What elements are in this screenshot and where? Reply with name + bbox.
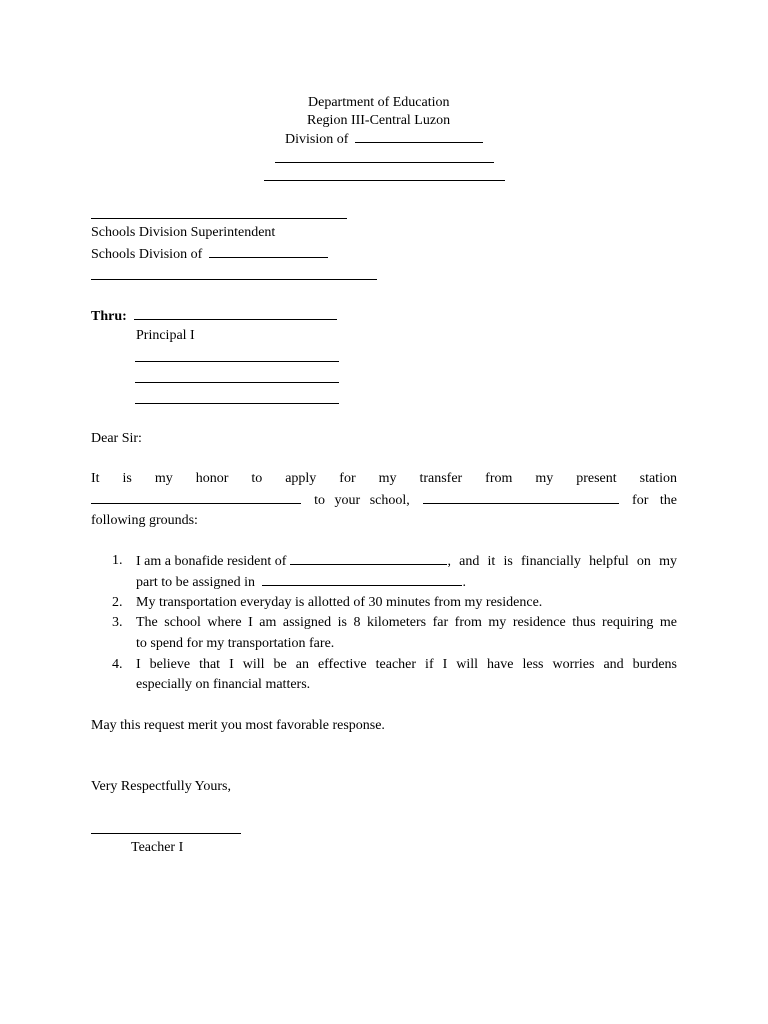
signatory-title: Teacher I bbox=[131, 840, 184, 855]
assignment-blank bbox=[262, 573, 462, 586]
division-blank bbox=[355, 130, 483, 143]
ground-1-text-b: , and it is financially helpful on my bbox=[447, 554, 677, 569]
ground-1-text-a: I am a bonafide resident of bbox=[136, 554, 287, 569]
intro-word: present bbox=[576, 471, 617, 486]
intro-line-1 bbox=[91, 470, 677, 488]
intro-word: station bbox=[639, 471, 677, 486]
ground-1-line-2 bbox=[136, 573, 466, 592]
present-station-blank bbox=[91, 491, 301, 504]
ground-3-line-1: The school where I am assigned is 8 kilometers far from my residence thus requiring me bbox=[136, 615, 677, 630]
intro-line-2 bbox=[91, 491, 677, 510]
addressee-title: Schools Division Superintendent bbox=[91, 225, 276, 240]
closing-request: May this request merit you most favorable response. bbox=[91, 718, 385, 733]
thru-line bbox=[91, 307, 337, 326]
intro-word: It bbox=[91, 471, 100, 486]
intro-word: is bbox=[122, 471, 132, 486]
header-department: Department of Education bbox=[308, 95, 450, 110]
thru-blank-line-1 bbox=[135, 361, 339, 362]
intro-word: my bbox=[535, 471, 554, 486]
thru-blank-line-3 bbox=[135, 403, 339, 404]
complimentary-close: Very Respectfully Yours, bbox=[91, 779, 231, 794]
ground-2-num: 2. bbox=[112, 595, 123, 610]
school-name-blank bbox=[423, 491, 619, 504]
ground-2-text: My transportation everyday is allotted of 30 minutes from my residence. bbox=[136, 595, 543, 610]
intro-for-the: for the bbox=[632, 493, 677, 508]
header-blank-line-1 bbox=[275, 162, 494, 163]
addressee-address-line bbox=[91, 279, 377, 280]
ground-1-num: 1. bbox=[112, 553, 123, 568]
intro-word: from bbox=[485, 471, 513, 486]
intro-to-your-school: to your school, bbox=[314, 493, 410, 508]
residence-blank bbox=[290, 552, 447, 565]
header-region: Region III-Central Luzon bbox=[307, 113, 451, 128]
addressee-division-blank bbox=[209, 245, 328, 258]
addressee-division-label: Schools Division of bbox=[91, 247, 203, 262]
thru-label: Thru: bbox=[91, 309, 127, 324]
ground-4-num: 4. bbox=[112, 657, 123, 672]
intro-word: transfer bbox=[419, 471, 463, 486]
intro-word: apply bbox=[285, 471, 317, 486]
header-blank-line-2 bbox=[264, 180, 505, 181]
signature-line bbox=[91, 833, 241, 834]
ground-3-line-2: to spend for my transportation fare. bbox=[136, 636, 335, 651]
intro-line-3: following grounds: bbox=[91, 513, 198, 528]
header-division bbox=[285, 130, 483, 149]
ground-1-text-d: . bbox=[462, 575, 466, 590]
thru-position: Principal I bbox=[136, 328, 195, 343]
thru-name-blank bbox=[134, 307, 337, 320]
ground-1-text-b-wrap bbox=[447, 553, 677, 571]
salutation: Dear Sir: bbox=[91, 431, 142, 446]
intro-word: for bbox=[339, 471, 356, 486]
ground-1-line-1 bbox=[136, 552, 677, 571]
intro-word: to bbox=[251, 471, 263, 486]
ground-4-line-1: I believe that I will be an effective teacher if I will have less worries and burdens bbox=[136, 657, 677, 672]
thru-blank-line-2 bbox=[135, 382, 339, 383]
addressee-division bbox=[91, 245, 328, 264]
intro-word: my bbox=[378, 471, 397, 486]
ground-3-num: 3. bbox=[112, 615, 123, 630]
intro-word: my bbox=[154, 471, 173, 486]
intro-word: honor bbox=[195, 471, 229, 486]
ground-4-line-2: especially on financial matters. bbox=[136, 677, 311, 692]
header-division-label: Division of bbox=[285, 132, 349, 147]
ground-1-text-c: part to be assigned in bbox=[136, 575, 255, 590]
addressee-name-line bbox=[91, 218, 347, 219]
